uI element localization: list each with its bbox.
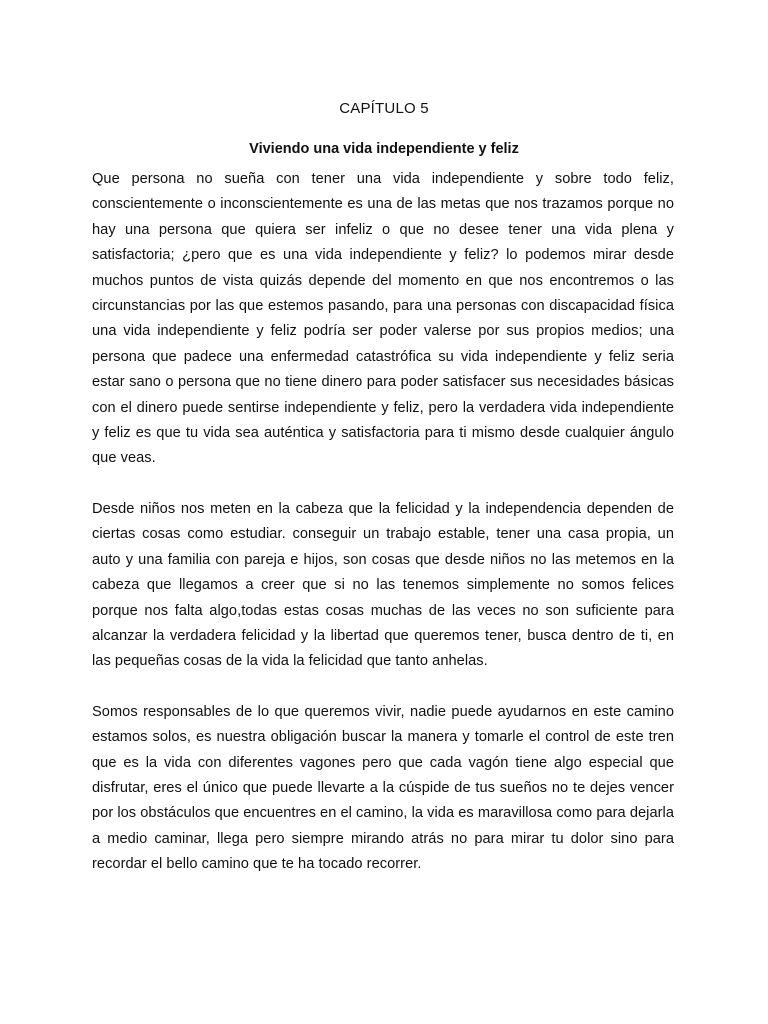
chapter-heading: CAPÍTULO 5 (339, 100, 429, 117)
body-text (92, 167, 674, 903)
paragraph-1: Que persona no sueña con tener una vida independiente y sobre todo feliz, conscientemente o inconscientemente es una de las metas que nos trazamos porque no hay una persona que quiera ser infeliz o que no desee tener una vida plena y satisfactoria; ¿pero que es una vida independiente y feliz? lo podemos mirar desde muchos puntos de vista quizás depende del momento en que nos encontremos o las circunstancias por las que estemos pasando, para una personas con discapacidad física una vida independiente y feliz podría ser poder valerse por sus propios medios; una persona que padece una enfermedad catastrófica su vida independiente y feliz seria estar sano o persona que no tiene dinero para poder satisfacer sus necesidades básicas con el dinero puede sentirse independiente y feliz, pero la verdadera vida independiente y feliz es que tu vida sea auténtica y satisfactoria para ti mismo desde cualquier ángulo que veas. (92, 171, 674, 467)
paragraph-3: Somos responsables de lo que queremos vivir, nadie puede ayudarnos en este camino estamos solos, es nuestra obligación buscar la manera y tomarle el control de este tren que es la vida con diferentes vagones pero que cada vagón tiene algo especial que disfrutar, eres el único que puede llevarte a la cúspide de tus sueños no te dejes vencer por los obstáculos que encuentres en el camino, la vida es maravillosa como para dejarla a medio caminar, llega pero siempre mirando atrás no para mirar tu dolor sino para recordar el bello camino que te ha tocado recorrer. (92, 703, 674, 873)
chapter-title: Viviendo una vida independiente y feliz (249, 141, 519, 157)
paragraph-2: Desde niños nos meten en la cabeza que la felicidad y la independencia dependen de ciertas cosas como estudiar. conseguir un trabajo estable, tener una casa propia, un auto y una familia con pareja e hijos, son cosas que desde niños no las metemos en la cabeza que llegamos a creer que si no las tenemos simplemente no somos felices porque nos falta algo,todas estas cosas muchas de las veces no son suficiente para alcanzar la verdadera felicidad y la libertad que queremos tener, busca dentro de ti, en las pequeñas cosas de la vida la felicidad que tanto anhelas. (92, 500, 674, 670)
